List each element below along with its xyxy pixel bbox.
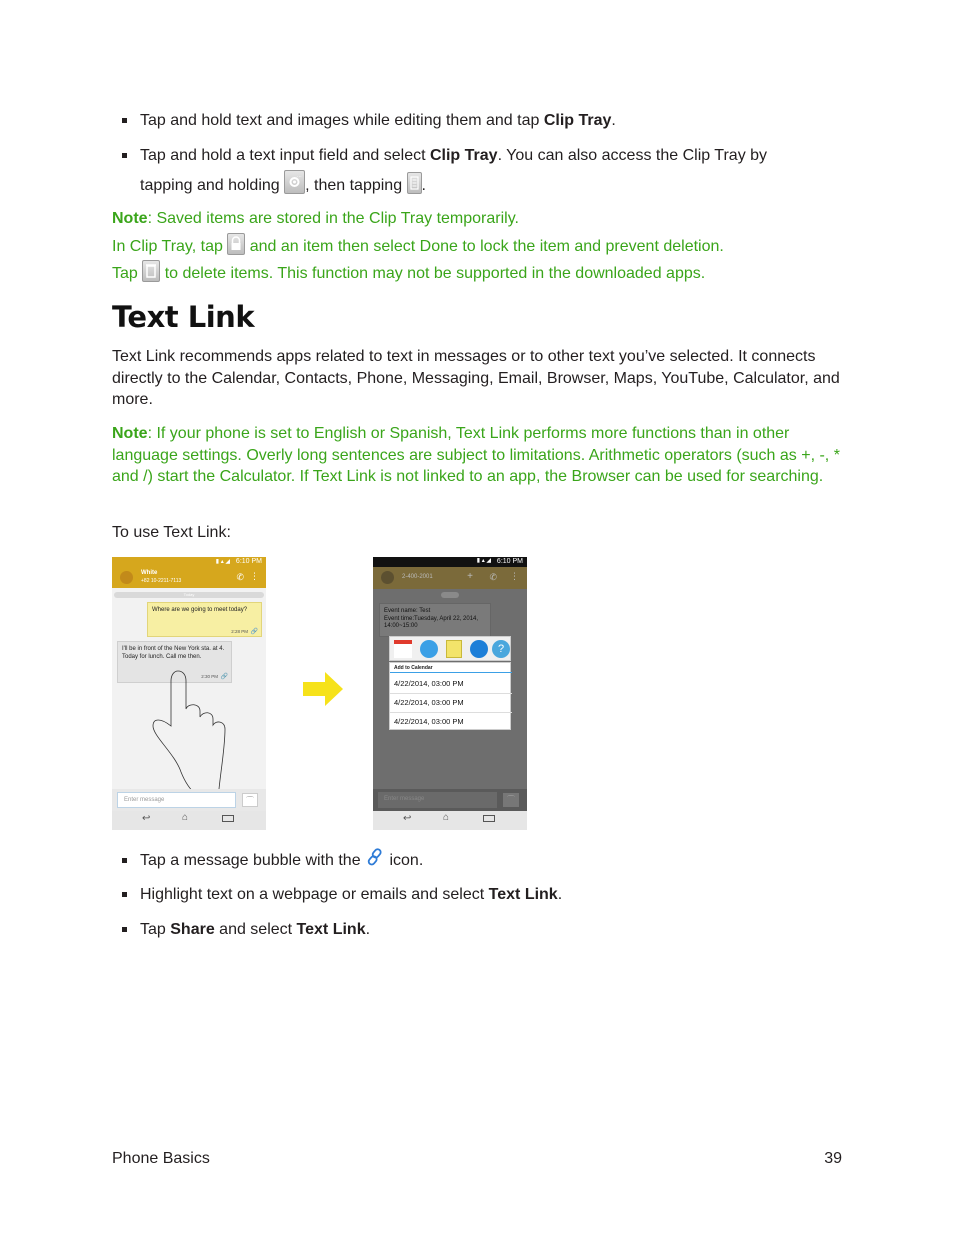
intro-paragraph: Text Link recommends apps related to text in messages or to other text you’ve selected. It connects directly to the Calendar, Contacts, Phone, Messaging, Email, Browser, Maps, YouTube, Calculator, and more. (112, 348, 840, 408)
message-time: 2:28 PM (231, 629, 248, 634)
flow-arrow-icon (303, 672, 343, 706)
bullet-marker (122, 118, 127, 123)
text-link-icon (365, 847, 385, 867)
bullet-marker (122, 153, 127, 158)
option-divider (390, 712, 512, 713)
message-bubble-incoming[interactable] (379, 603, 491, 637)
section-title: Text Link (112, 300, 255, 334)
bullet-text: Highlight text on a webpage or emails and select (140, 886, 489, 903)
phone-screenshot-right (373, 557, 527, 830)
bullet-item (122, 142, 767, 170)
note-text: to delete items. This function may not be supported in the downloaded apps. (160, 265, 706, 282)
input-placeholder: Enter message (124, 797, 165, 803)
footer-section-name: Phone Basics (112, 1150, 210, 1167)
message-input[interactable] (117, 792, 236, 808)
bullet-bold: Share (170, 921, 215, 938)
popup-title-underline (390, 672, 512, 673)
status-bar (373, 557, 527, 567)
call-icon[interactable]: ✆ (489, 572, 497, 582)
back-icon[interactable]: ↩ (142, 813, 151, 824)
bullet-text: Tap and hold a text input field and select (140, 147, 430, 164)
message-text: Event name: Test Event time:Tuesday, April 22, 2014, 14:00~15:00 (384, 608, 479, 629)
bullet-bold: Clip Tray (429, 147, 498, 164)
calendar-option[interactable]: 4/22/2014, 03:00 PM (394, 717, 464, 726)
bullet-text: . (611, 112, 616, 129)
bullet-text: Tap (140, 921, 171, 938)
instructions-lead: To use Text Link: (112, 524, 231, 541)
contact-number: +82 10-2211-7113 (141, 578, 182, 584)
home-icon[interactable]: ⌂ (182, 812, 189, 823)
bullet-item (122, 916, 370, 944)
home-icon[interactable]: ⌂ (443, 812, 450, 823)
bullet-marker (122, 892, 127, 897)
clip-tray-icon (407, 172, 422, 194)
note-text: : If your phone is set to English or Spanish, Text Link performs more functions than in other language settings. Overly long sentences are subject to limitations. Arithmetic operators (such as +, -, * and /) start the Calculator. If Text Link is not linked to an app, the Browser can be used for searching. (112, 425, 840, 485)
app-header (373, 567, 527, 589)
status-time: 6:10 PM (496, 558, 523, 565)
bullet-item (122, 107, 616, 135)
note-text: and an item then select Done to lock the item and prevent deletion. (245, 238, 724, 255)
call-icon[interactable]: ✆ (236, 572, 244, 582)
status-icons: ▮ ▴ ◢ (476, 558, 491, 564)
recent-apps-icon[interactable] (483, 815, 495, 822)
memo-app-icon[interactable] (446, 640, 462, 658)
bullet-text: , then tapping (305, 177, 407, 194)
status-icons: ▮ ▴ ◢ (215, 559, 230, 565)
message-input[interactable] (378, 792, 497, 808)
footer-page-number: 39 (824, 1150, 842, 1167)
text-link-icon: 🔗 (250, 629, 258, 635)
contact-name: White (141, 570, 158, 576)
recent-apps-icon[interactable] (222, 815, 234, 822)
contact-number: 2-400-2001 (402, 574, 433, 580)
maps-app-icon[interactable] (420, 640, 438, 658)
bullet-text: tapping and holding (140, 177, 285, 194)
popup-title: Add to Calendar (394, 665, 433, 671)
date-label: Today (183, 592, 195, 597)
bullet-bold: Clip Tray (543, 112, 612, 129)
add-icon[interactable]: + (467, 571, 473, 582)
status-time: 6:10 PM (235, 558, 262, 565)
lock-icon (227, 233, 245, 255)
more-options-icon[interactable]: ⋮ (250, 571, 259, 581)
note-text: : Saved items are stored in the Clip Tray temporarily. (147, 210, 519, 227)
note-text: In Clip Tray, tap (112, 238, 228, 255)
bullet-text: icon. (385, 852, 424, 869)
bullet-item (122, 881, 562, 909)
help-icon[interactable]: ? (492, 640, 510, 658)
navigation-bar (112, 811, 266, 830)
input-placeholder: Enter message (384, 796, 425, 802)
bullet-marker (122, 858, 127, 863)
copy-app-icon[interactable] (470, 640, 488, 658)
attach-icon[interactable]: ⌒ (242, 793, 258, 807)
settings-gear-icon (284, 170, 305, 194)
message-time: 2:30 PM (201, 674, 218, 679)
bullet-text: and select (214, 921, 297, 938)
calendar-app-icon[interactable] (394, 640, 412, 658)
avatar (381, 571, 394, 584)
attach-icon[interactable]: ⌒ (503, 793, 519, 807)
trash-icon (142, 260, 160, 282)
bullet-text: . (365, 921, 371, 938)
bullet-item (122, 847, 423, 875)
bullet-bold: Text Link (296, 921, 366, 938)
note-label: Note (112, 425, 148, 442)
more-options-icon[interactable]: ⋮ (510, 571, 519, 581)
note-text: Tap (112, 265, 143, 282)
compose-bar (112, 789, 266, 811)
bullet-marker (122, 927, 127, 932)
calendar-options-popup (389, 662, 511, 730)
phone-screenshot-left (112, 557, 266, 830)
bullet-text: Tap and hold text and images while editing them and tap (140, 112, 544, 129)
calendar-option[interactable]: 4/22/2014, 03:00 PM (394, 698, 464, 707)
calendar-option[interactable]: 4/22/2014, 03:00 PM (394, 679, 464, 688)
note-clip-tray (112, 208, 847, 285)
text-link-icon: 🔗 (220, 674, 228, 680)
option-divider (390, 693, 512, 694)
back-icon[interactable]: ↩ (403, 813, 412, 824)
bullet-text: . (421, 177, 426, 194)
note-text-link (112, 423, 847, 488)
navigation-bar (373, 811, 527, 830)
message-text: Where are we going to meet today? (152, 607, 248, 613)
text-link-app-row (389, 636, 511, 661)
svg-text:...: ... (297, 173, 302, 179)
bullet-text: . You can also access the Clip Tray by (497, 147, 768, 164)
note-label: Note (112, 210, 148, 227)
bullet-continuation (122, 170, 426, 200)
bullet-bold: Text Link (488, 886, 558, 903)
bullet-text: . (557, 886, 563, 903)
compose-bar (373, 789, 527, 811)
bullet-text: Tap a message bubble with the (140, 852, 366, 869)
date-divider (441, 592, 459, 598)
message-text: I'll be in front of the New York sta. at 4. Today for lunch. Call me then. (122, 646, 225, 660)
